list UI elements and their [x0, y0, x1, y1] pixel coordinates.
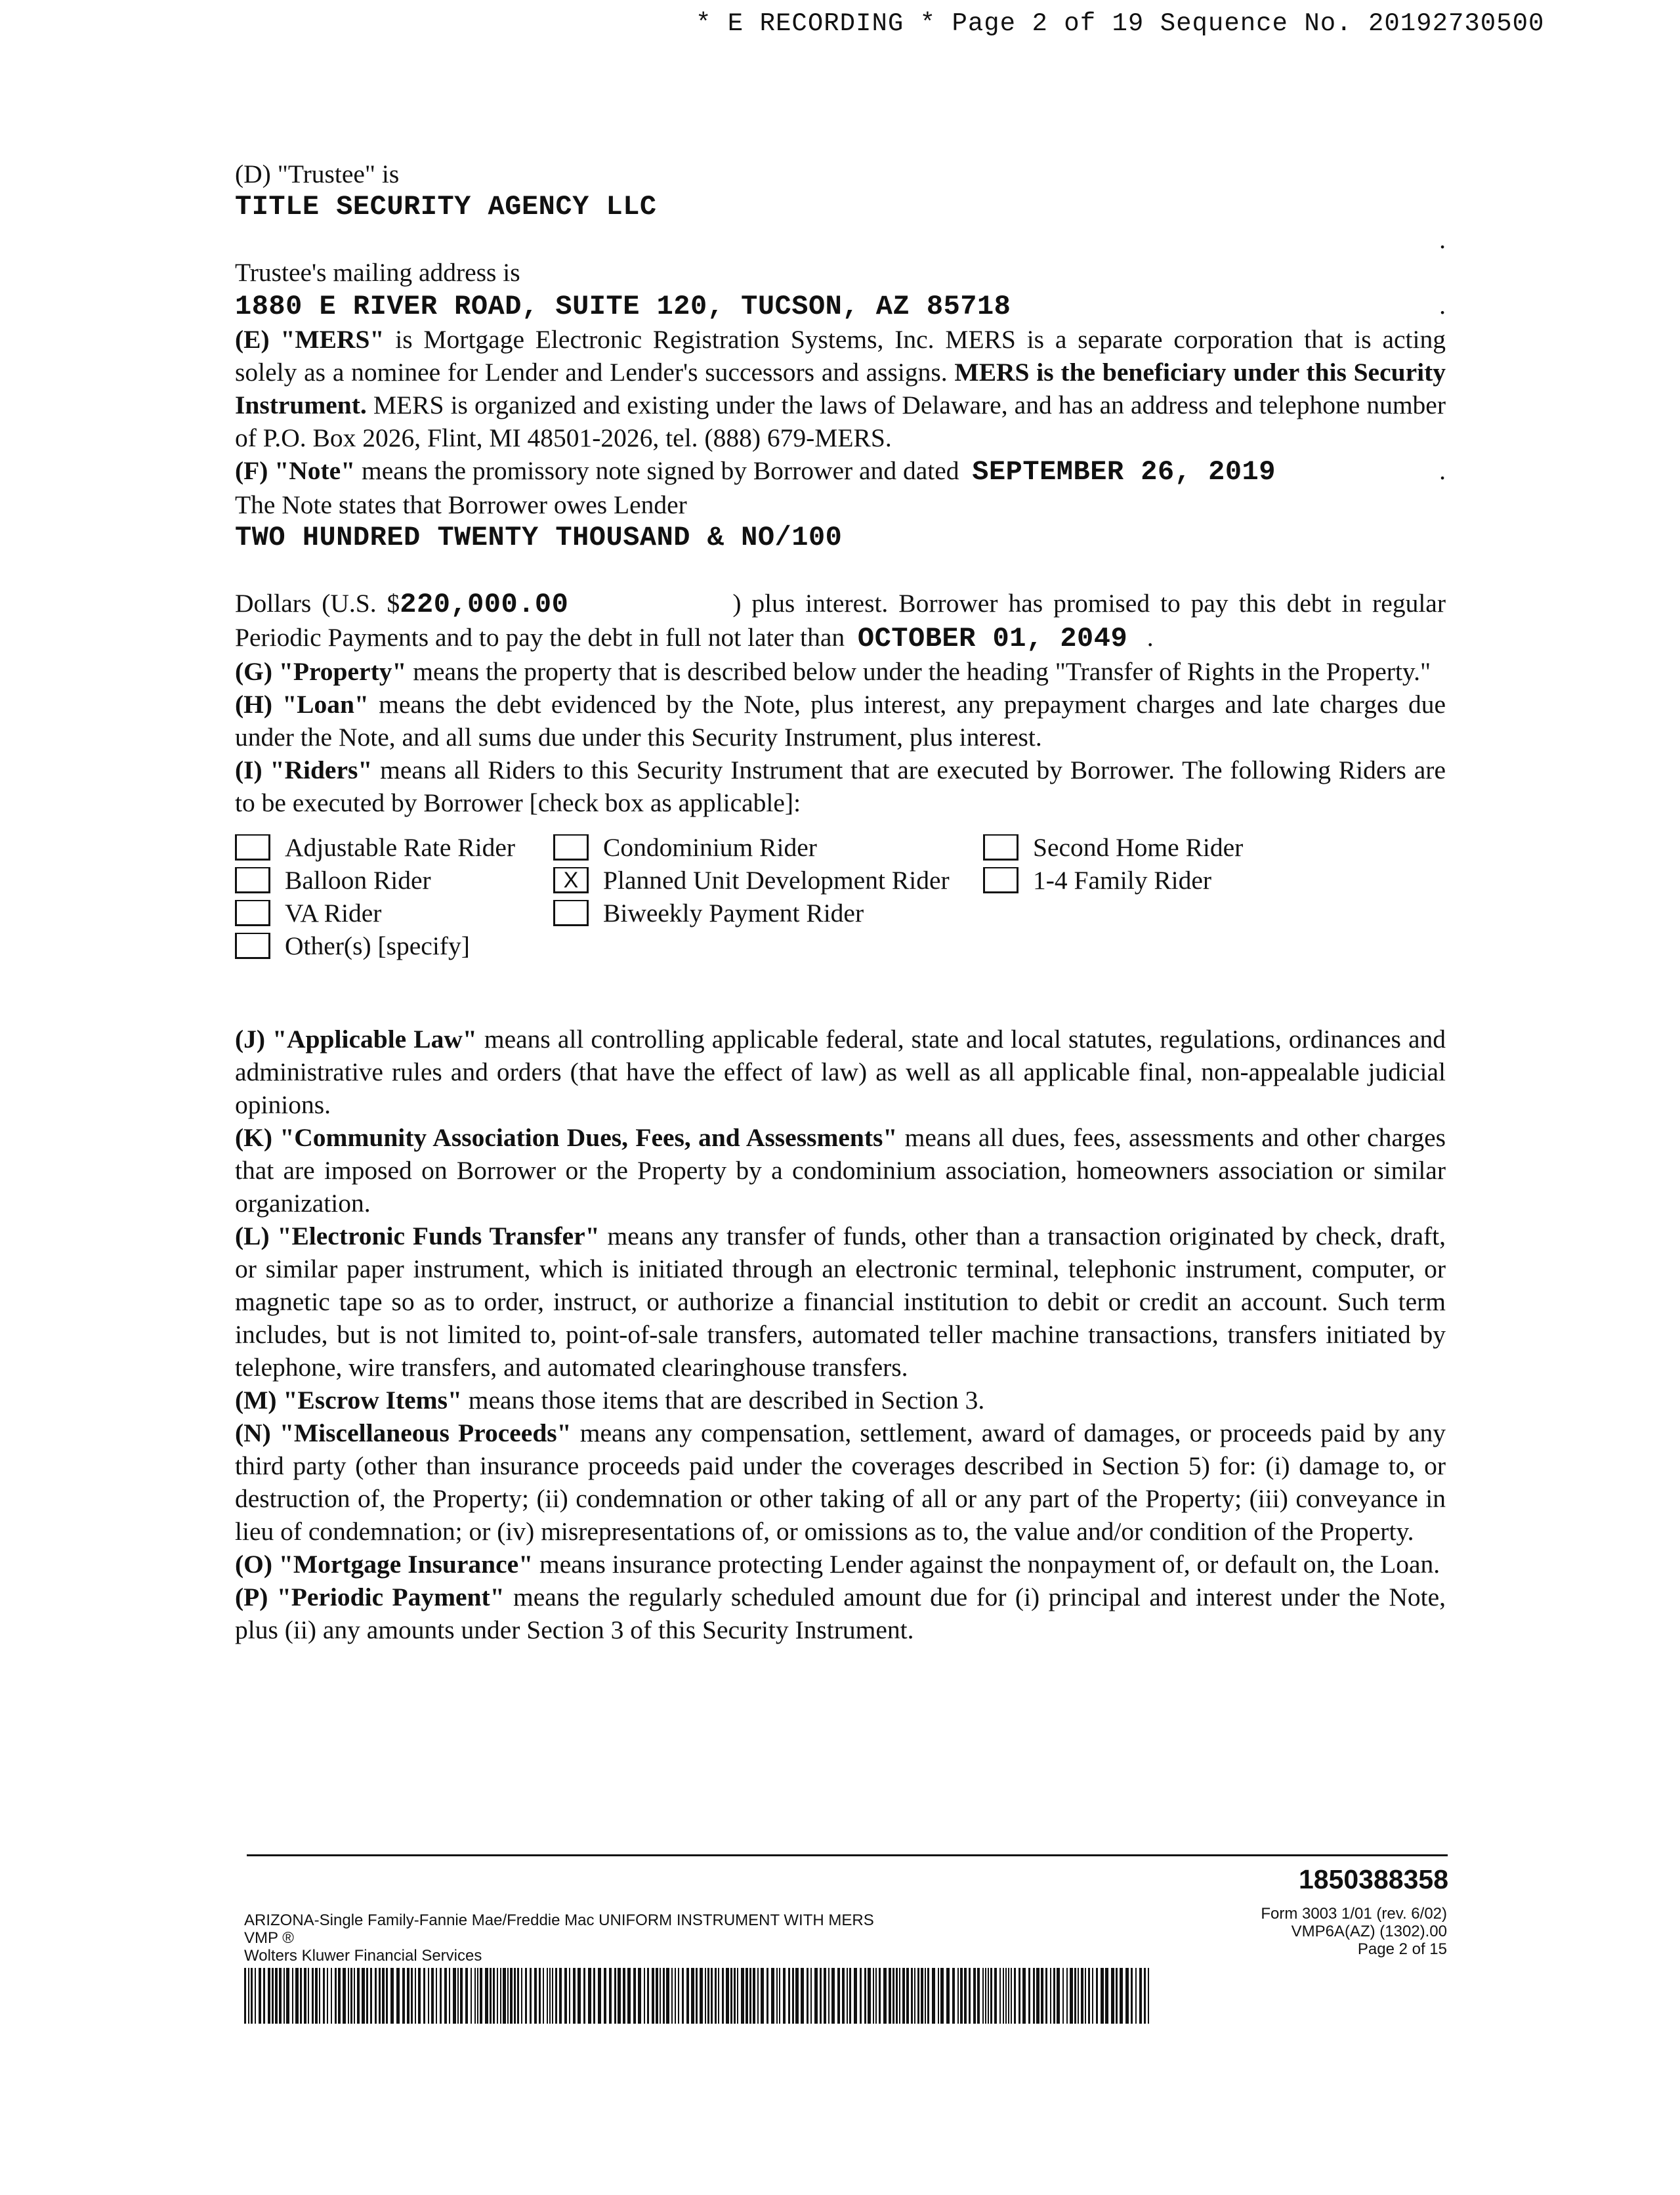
checkbox [983, 834, 1018, 861]
note-amount: 220,000.00 [400, 589, 569, 620]
document-body [235, 158, 1446, 1646]
checkbox [553, 834, 589, 861]
publisher: Wolters Kluwer Financial Services [244, 1947, 482, 1965]
rider-label: Balloon Rider [285, 866, 431, 895]
recording-header: * E RECORDING * Page 2 of 19 Sequence No. 20192730500 [696, 9, 1545, 38]
punctuation-dot: . [1439, 225, 1446, 254]
checkbox [235, 933, 270, 959]
trustee-dot-row [235, 223, 1446, 256]
rider-1-4-family [983, 864, 1403, 897]
community-text: means all dues, fees, assessments and other charges that are imposed on Borrower or the Property by a condominium association, homeowners association or similar organization. [235, 1123, 1446, 1218]
loan-number: 1850388358 [1298, 1864, 1448, 1894]
section-note [235, 454, 1446, 488]
term-community-association: (K) "Community Association Dues, Fees, and Assessments" [235, 1123, 898, 1152]
term-property: (G) "Property" [235, 657, 407, 686]
section-riders [235, 754, 1446, 819]
form-title: ARIZONA-Single Family-Fannie Mae/Freddie Mac UNIFORM INSTRUMENT WITH MERS [244, 1911, 874, 1929]
section-eft [235, 1220, 1446, 1384]
eft-text: means any transfer of funds, other than a transaction originated by check, draft, or similar paper instrument, which is initiated through an electronic terminal, telephonic instrument, computer, or magnetic tape so as to order, instruct, or authorize a financial institution to debit or credit an account. Such term includes, but is not limited to, point-of-sale transfers, automated teller machine transactions, transfers initiated by telephone, wire transfers, and automated clearinghouse transfers. [235, 1222, 1446, 1382]
section-property [235, 655, 1446, 688]
rider-va [235, 897, 553, 929]
mers-bold: MERS is the beneficiary under this Security Instrument. [235, 358, 1446, 419]
checkbox [235, 900, 270, 926]
note-text: means the promissory note signed by Borrower and dated [355, 456, 959, 485]
loan-text: means the debt evidenced by the Note, plus interest, any prepayment charges and late charges due under the Note, and all sums due under this Security Instrument, plus interest. [235, 690, 1446, 752]
property-text: means the property that is described below under the heading "Transfer of Rights in the Property." [406, 657, 1431, 686]
page-number: Page 2 of 15 [1357, 1940, 1447, 1958]
periodic-text: means the regularly scheduled amount due for (i) principal and interest under the Note, plus (ii) any amounts under Section 3 of this Security Instrument. [235, 1583, 1446, 1644]
rider-label: 1-4 Family Rider [1033, 866, 1212, 895]
rider-biweekly-payment [553, 897, 983, 929]
note-owes: The Note states that Borrower owes Lender [235, 490, 687, 519]
section-applicable-law [235, 1023, 1446, 1121]
riders-text: means all Riders to this Security Instrument that are executed by Borrower. The following Riders are to be executed by Borrower [check box as applicable]: [235, 756, 1446, 817]
section-mers [235, 323, 1446, 454]
note-dollars: Dollars (U.S. $220,000.00 ) plus interest. Borrower has promised to pay this debt in regular Periodic Payments and to pay the debt in full not later than OCTOBER 01, 2049 . [235, 589, 1446, 654]
spacer [235, 962, 1446, 1023]
term-misc-proceeds: (N) "Miscellaneous Proceeds" [235, 1418, 572, 1447]
checkbox [553, 900, 589, 926]
spacer [235, 554, 1446, 587]
rider-balloon [235, 864, 553, 897]
trustee-label: (D) "Trustee" is [235, 160, 400, 188]
applicable-law-text: means all controlling applicable federal, state and local statutes, regulations, ordinances and administrative rules and orders (that have the effect of law) as well as all applicable final, non-appealable judicial opinions. [235, 1025, 1446, 1119]
footer-form-number [1261, 1905, 1447, 1958]
misc-text: means any compensation, settlement, award of damages, or proceeds paid by any third party (other than insurance proceeds paid under the coverages described in Section 5) for: (i) damage to, or destruction of, the Property; (ii) condemnation or other taking of all or any part of the Property; (iii) conveyance in lieu of condemnation; or (iv) misrepresentations of, or omissions as to, the value and/or condition of the Property. [235, 1418, 1446, 1546]
term-loan: (H) "Loan" [235, 690, 369, 719]
term-note: (F) "Note" [235, 456, 356, 485]
rider-planned-unit-development [553, 864, 983, 897]
rider-label: Adjustable Rate Rider [285, 833, 516, 862]
footer-divider [247, 1854, 1448, 1856]
note-date: SEPTEMBER 26, 2019 [972, 456, 1276, 488]
section-escrow-items [235, 1384, 1446, 1417]
vmp-code: VMP6A(AZ) (1302).00 [1291, 1923, 1447, 1940]
punctuation-dot: . [1439, 291, 1446, 320]
rider-label: Condominium Rider [603, 833, 817, 862]
section-community-association [235, 1121, 1446, 1220]
rider-label: Second Home Rider [1033, 833, 1244, 862]
note-amount-words: TWO HUNDRED TWENTY THOUSAND & NO/100 [235, 522, 843, 553]
checkbox-checked: X [553, 867, 589, 893]
rider-other [235, 929, 553, 962]
trustee-address: 1880 E RIVER ROAD, SUITE 120, TUCSON, AZ 85718 [235, 291, 1011, 322]
term-applicable-law: (J) "Applicable Law" [235, 1025, 477, 1054]
rider-label: VA Rider [285, 899, 382, 927]
rider-label: Planned Unit Development Rider [603, 866, 950, 895]
checkbox [983, 867, 1018, 893]
barcode-image [244, 1968, 1150, 2024]
checkbox [235, 867, 270, 893]
term-riders: (I) "Riders" [235, 756, 373, 784]
trustee-name: TITLE SECURITY AGENCY LLC [235, 191, 657, 223]
term-periodic-payment: (P) "Periodic Payment" [235, 1583, 505, 1611]
footer-form-info [244, 1911, 874, 1965]
term-mortgage-insurance: (O) "Mortgage Insurance" [235, 1550, 534, 1579]
section-loan [235, 688, 1446, 754]
form-number: Form 3003 1/01 (rev. 6/02) [1261, 1905, 1447, 1923]
note-maturity-date: OCTOBER 01, 2049 [857, 623, 1128, 654]
mortgage-insurance-text: means insurance protecting Lender against the nonpayment of, or default on, the Loan. [533, 1550, 1440, 1579]
rider-label: Other(s) [specify] [285, 931, 470, 960]
term-eft: (L) "Electronic Funds Transfer" [235, 1222, 600, 1250]
riders-checklist [235, 831, 1446, 962]
rider-label: Biweekly Payment Rider [603, 899, 864, 927]
mers-text-2: MERS is organized and existing under the laws of Delaware, and has an address and telephone number of P.O. Box 2026, Flint, MI 48501-2026, tel. (888) 679-MERS. [235, 391, 1446, 452]
section-misc-proceeds [235, 1417, 1446, 1548]
rider-adjustable-rate [235, 831, 553, 864]
vmp-mark: VMP ® [244, 1929, 294, 1947]
section-periodic-payment [235, 1581, 1446, 1646]
escrow-text: means those items that are described in Section 3. [461, 1386, 985, 1415]
rider-second-home [983, 831, 1403, 864]
rider-condominium [553, 831, 983, 864]
punctuation-dot: . [1439, 456, 1446, 485]
dollars-prefix: Dollars (U.S. $ [235, 589, 400, 618]
section-mortgage-insurance [235, 1548, 1446, 1581]
trustee-address-row [235, 289, 1446, 323]
dollars-suffix: ) plus interest. Borrower has promised to pay this debt in regular Periodic Payments and to pay the debt in full not later than [235, 589, 1446, 652]
checkbox [235, 834, 270, 861]
term-escrow-items: (M) "Escrow Items" [235, 1386, 462, 1415]
mers-text: is Mortgage Electronic Registration Systems, Inc. MERS is a separate corporation that is acting solely as a nominee for Lender and Lender's successors and assigns. [235, 325, 1446, 387]
term-mers: (E) "MERS" [235, 325, 385, 354]
trustee-mailing-label: Trustee's mailing address is [235, 258, 520, 287]
